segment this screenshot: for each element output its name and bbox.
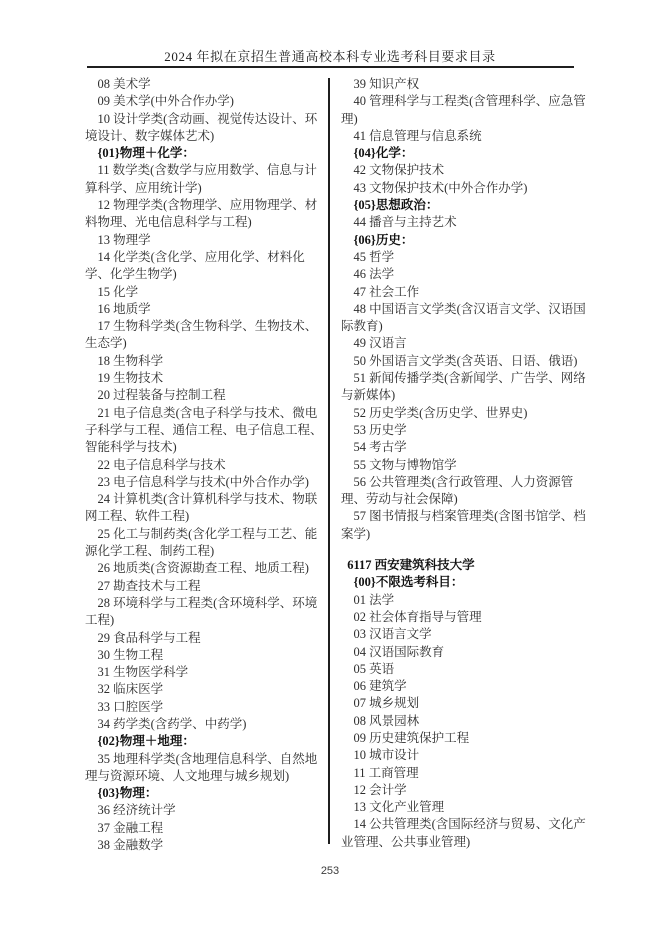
major-list-item: 36 经济统计学 — [97, 803, 176, 818]
major-list-item: 52 历史学类(含历史学、世界史) — [353, 405, 528, 420]
subject-requirement-heading: {04}化学： — [353, 146, 414, 161]
major-list-item: 54 考古学 — [353, 440, 407, 455]
major-list-item: 44 播音与主持艺术 — [353, 215, 457, 230]
major-list-item: 25 化工与制药类(含化学工程与工艺、能源化学工程、制药工程) — [85, 526, 318, 559]
major-list-item: 40 管理科学与工程类(含管理科学、应急管理) — [341, 94, 586, 126]
major-list-item: 03 汉语言文学 — [353, 627, 432, 642]
column-spacer — [341, 543, 593, 557]
subject-requirement-heading: {03}物理： — [97, 786, 158, 801]
major-list-item: 47 社会工作 — [353, 284, 420, 299]
major-list-item: 13 物理学 — [97, 232, 151, 247]
university-heading: 6117 西安建筑科技大学 — [347, 558, 475, 573]
major-list-item: 39 知识产权 — [353, 77, 420, 91]
major-list-item: 43 文物保护技术(中外合作办学) — [353, 180, 528, 195]
major-list-item: 41 信息管理与信息系统 — [353, 128, 482, 143]
major-list-item: 06 建筑学 — [353, 679, 407, 694]
major-list-item: 45 哲学 — [353, 249, 395, 264]
major-list-item: 12 物理学类(含物理学、应用物理学、材料物理、光电信息科学与工程) — [85, 198, 318, 230]
major-list-item: 21 电子信息类(含电子科学与技术、微电子科学与工程、通信工程、电子信息工程、智能科学与技术) — [85, 405, 323, 455]
title-rule — [87, 66, 574, 68]
major-list-item: 38 金融数学 — [97, 838, 164, 853]
major-list-item: 31 生物医学科学 — [97, 665, 189, 680]
page-title: 2024 年拟在京招生普通高校本科专业选考科目要求目录 — [164, 49, 496, 64]
major-list-item: 10 城市设计 — [353, 748, 420, 763]
major-list-item: 30 生物工程 — [97, 647, 164, 662]
major-list-item: 53 历史学 — [353, 422, 407, 437]
major-list-item: 34 药学类(含药学、中药学) — [97, 716, 247, 731]
major-list-item: 11 工商管理 — [353, 765, 419, 780]
major-list-item: 22 电子信息科学与技术 — [97, 457, 226, 472]
subject-requirement-heading: {00}不限选考科目： — [353, 575, 464, 590]
major-list-item: 56 公共管理类(含行政管理、人力资源管理、劳动与社会保障) — [341, 474, 574, 507]
major-list-item: 50 外国语言文学类(含英语、日语、俄语) — [353, 353, 578, 368]
major-list-item: 57 图书情报与档案管理类(含图书馆学、档案学) — [341, 509, 586, 541]
major-list-item: 08 美术学 — [97, 77, 151, 91]
major-list-item: 18 生物科学 — [97, 353, 164, 368]
major-list-item: 48 中国语言文学类(含汉语言文学、汉语国际教育) — [341, 301, 586, 334]
major-list-item: 23 电子信息科学与技术(中外合作办学) — [97, 474, 309, 489]
page-number: 253 — [320, 865, 340, 877]
major-list-item: 19 生物技术 — [97, 371, 164, 386]
subject-requirement-heading: {02}物理＋地理： — [97, 734, 195, 749]
major-list-item: 02 社会体育指导与管理 — [353, 609, 482, 624]
major-list-item: 09 美术学(中外合作办学) — [97, 94, 234, 109]
major-list-item: 07 城乡规划 — [353, 696, 420, 711]
major-list-item: 26 地质类(含资源勘查工程、地质工程) — [97, 561, 309, 576]
major-list-item: 35 地理科学类(含地理信息科学、自然地理与资源环境、人文地理与城乡规划) — [85, 751, 318, 783]
major-list-item: 15 化学 — [97, 284, 139, 299]
major-list-item: 14 化学类(含化学、应用化学、材料化学、化学生物学) — [85, 249, 305, 282]
subject-requirement-heading: {05}思想政治： — [353, 198, 439, 213]
column-divider — [328, 78, 330, 844]
major-list-item: 04 汉语国际教育 — [353, 644, 445, 659]
major-list-item: 08 风景园林 — [353, 713, 420, 728]
major-list-item: 20 过程装备与控制工程 — [97, 388, 226, 403]
left-column — [85, 76, 323, 854]
major-list-item: 29 食品科学与工程 — [97, 630, 201, 645]
major-list-item: 12 会计学 — [353, 782, 407, 797]
major-list-item: 32 临床医学 — [97, 682, 164, 697]
right-column — [341, 76, 593, 851]
major-list-item: 51 新闻传播学类(含新闻学、广告学、网络与新媒体) — [341, 371, 586, 403]
subject-requirement-heading: {01}物理＋化学： — [97, 146, 195, 161]
major-list-item: 28 环境科学与工程类(含环境科学、环境工程) — [85, 595, 318, 628]
major-list-item: 01 法学 — [353, 592, 395, 607]
major-list-item: 42 文物保护技术 — [353, 163, 445, 178]
major-list-item: 11 数学类(含数学与应用数学、信息与计算科学、应用统计学) — [85, 163, 317, 195]
major-list-item: 16 地质学 — [97, 301, 151, 316]
subject-requirement-heading: {06}历史： — [353, 232, 414, 247]
major-list-item: 17 生物科学类(含生物科学、生物技术、生态学) — [85, 319, 318, 351]
major-list-item: 09 历史建筑保护工程 — [353, 730, 470, 745]
major-list-item: 46 法学 — [353, 267, 395, 282]
major-list-item: 14 公共管理类(含国际经济与贸易、文化产业管理、公共事业管理) — [341, 817, 586, 849]
major-list-item: 05 英语 — [353, 661, 395, 676]
major-list-item: 33 口腔医学 — [97, 699, 164, 714]
major-list-item: 37 金融工程 — [97, 820, 164, 835]
major-list-item: 55 文物与博物馆学 — [353, 457, 457, 472]
major-list-item: 24 计算机类(含计算机科学与技术、物联网工程、软件工程) — [85, 492, 318, 524]
major-list-item: 27 勘查技术与工程 — [97, 578, 201, 593]
major-list-item: 49 汉语言 — [353, 336, 407, 351]
major-list-item: 13 文化产业管理 — [353, 800, 445, 815]
major-list-item: 10 设计学类(含动画、视觉传达设计、环境设计、数字媒体艺术) — [85, 111, 318, 143]
